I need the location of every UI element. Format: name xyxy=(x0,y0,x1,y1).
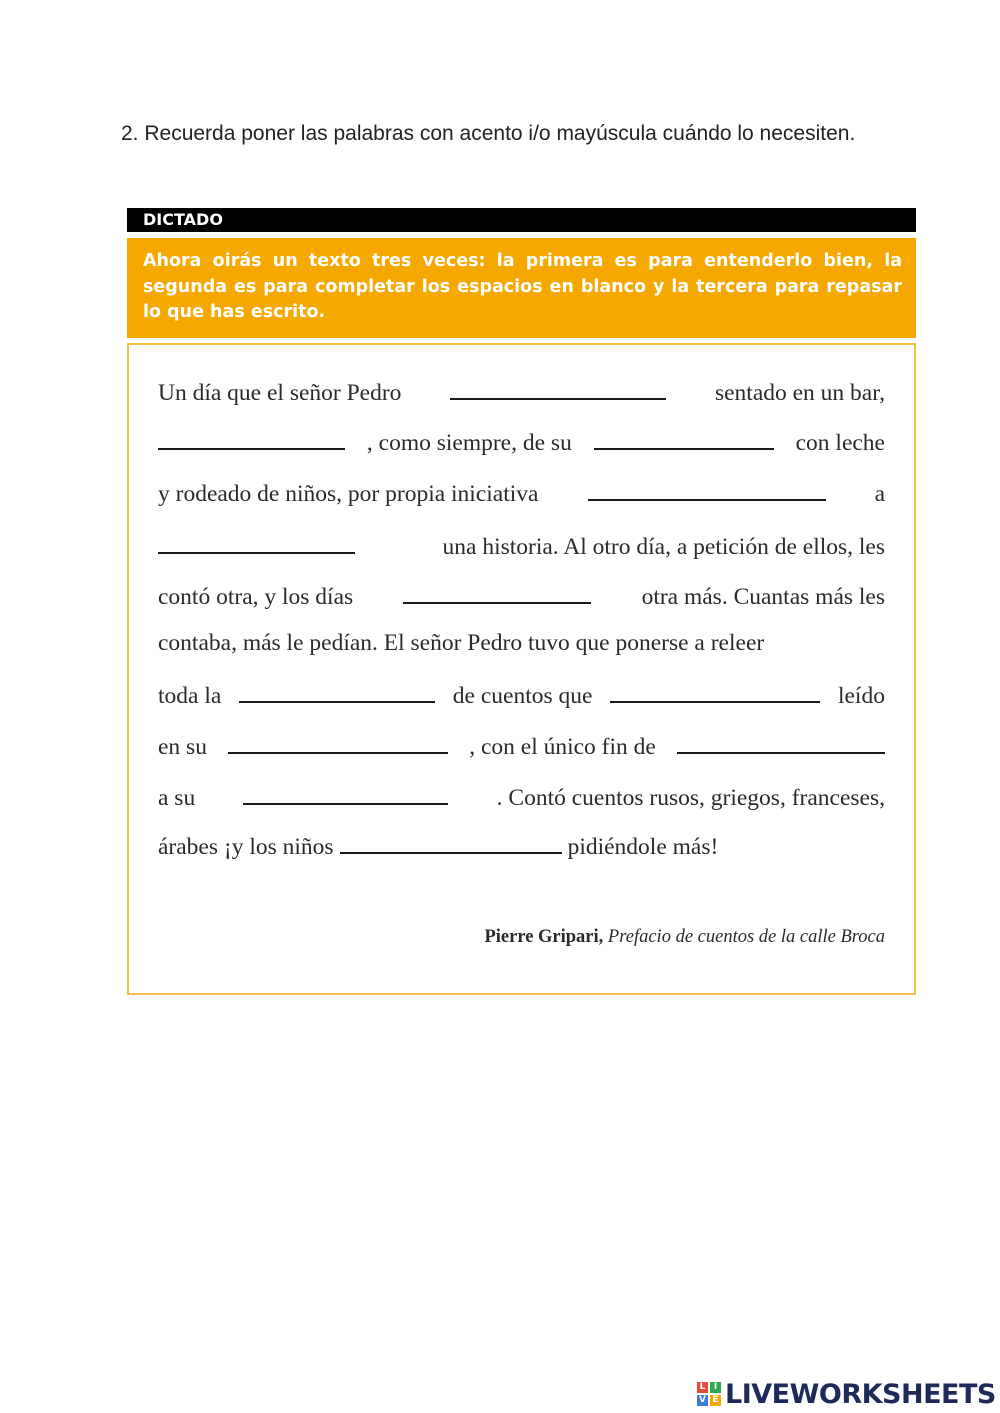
text-line-5 xyxy=(158,580,885,611)
blank-field-12[interactable] xyxy=(340,830,562,854)
logo-letter: I xyxy=(710,1382,721,1393)
line-text: a su xyxy=(158,785,196,811)
text-line-4 xyxy=(158,530,885,561)
liveworksheets-logo xyxy=(697,1378,996,1410)
line-text: . Contó cuentos rusos, griegos, franceses, xyxy=(496,785,885,811)
line-text: árabes ¡y los niños xyxy=(158,834,334,860)
line-text: contaba, más le pedían. El señor Pedro tuvo que ponerse a releer xyxy=(158,630,765,656)
blank-field-9[interactable] xyxy=(228,730,448,754)
line-text: una historia. Al otro día, a petición de ellos, les xyxy=(442,534,885,560)
blank-field-7[interactable] xyxy=(239,679,435,703)
credit-author: Pierre Gripari, xyxy=(484,927,604,947)
logo-letter: E xyxy=(710,1395,721,1406)
source-credit xyxy=(484,927,885,948)
line-text: , como siempre, de su xyxy=(366,430,572,456)
blank-field-5[interactable] xyxy=(158,530,355,554)
blank-field-4[interactable] xyxy=(588,477,826,501)
directions-box: Ahora oirás un texto tres veces: la primera es para entenderlo bien, la segunda es para completar los espacios en blanco y la tercera para repasar lo que has escrito. xyxy=(127,238,916,338)
line-text: leído xyxy=(837,683,885,709)
text-line-3 xyxy=(158,477,885,508)
line-text: toda la xyxy=(158,683,222,709)
credit-work: Prefacio de cuentos de la calle Broca xyxy=(607,927,885,947)
line-text: a xyxy=(874,481,885,507)
blank-field-10[interactable] xyxy=(677,730,885,754)
line-text: en su xyxy=(158,734,207,760)
dictado-header: DICTADO xyxy=(127,208,916,232)
blank-field-8[interactable] xyxy=(610,679,820,703)
logo-letter: V xyxy=(697,1395,708,1406)
text-line-8 xyxy=(158,730,885,761)
line-text: con leche xyxy=(795,430,885,456)
logo-grid-icon xyxy=(697,1382,721,1406)
logo-letter: L xyxy=(697,1382,708,1393)
text-line-7 xyxy=(158,679,885,710)
text-line-6 xyxy=(158,630,885,657)
line-text: contó otra, y los días xyxy=(158,584,354,610)
text-line-2 xyxy=(158,426,885,457)
text-line-10 xyxy=(158,830,785,861)
blank-field-6[interactable] xyxy=(403,580,591,604)
blank-field-3[interactable] xyxy=(594,426,774,450)
blank-field-1[interactable] xyxy=(450,376,666,400)
line-text: otra más. Cuantas más les xyxy=(641,584,885,610)
blank-field-11[interactable] xyxy=(243,781,448,805)
line-text: pidiéndole más! xyxy=(567,834,719,860)
text-line-1 xyxy=(158,376,885,407)
line-text: sentado en un bar, xyxy=(714,380,885,406)
line-text: de cuentos que xyxy=(452,683,593,709)
line-text: y rodeado de niños, por propia iniciativa xyxy=(158,481,539,507)
instruction-text: 2. Recuerda poner las palabras con acento i/o mayúscula cuándo lo necesiten. xyxy=(121,122,856,145)
line-text: Un día que el señor Pedro xyxy=(158,380,402,406)
blank-field-2[interactable] xyxy=(158,426,345,450)
logo-text: LIVEWORKSHEETS xyxy=(725,1378,996,1410)
line-text: , con el único fin de xyxy=(469,734,656,760)
text-line-9 xyxy=(158,781,885,812)
